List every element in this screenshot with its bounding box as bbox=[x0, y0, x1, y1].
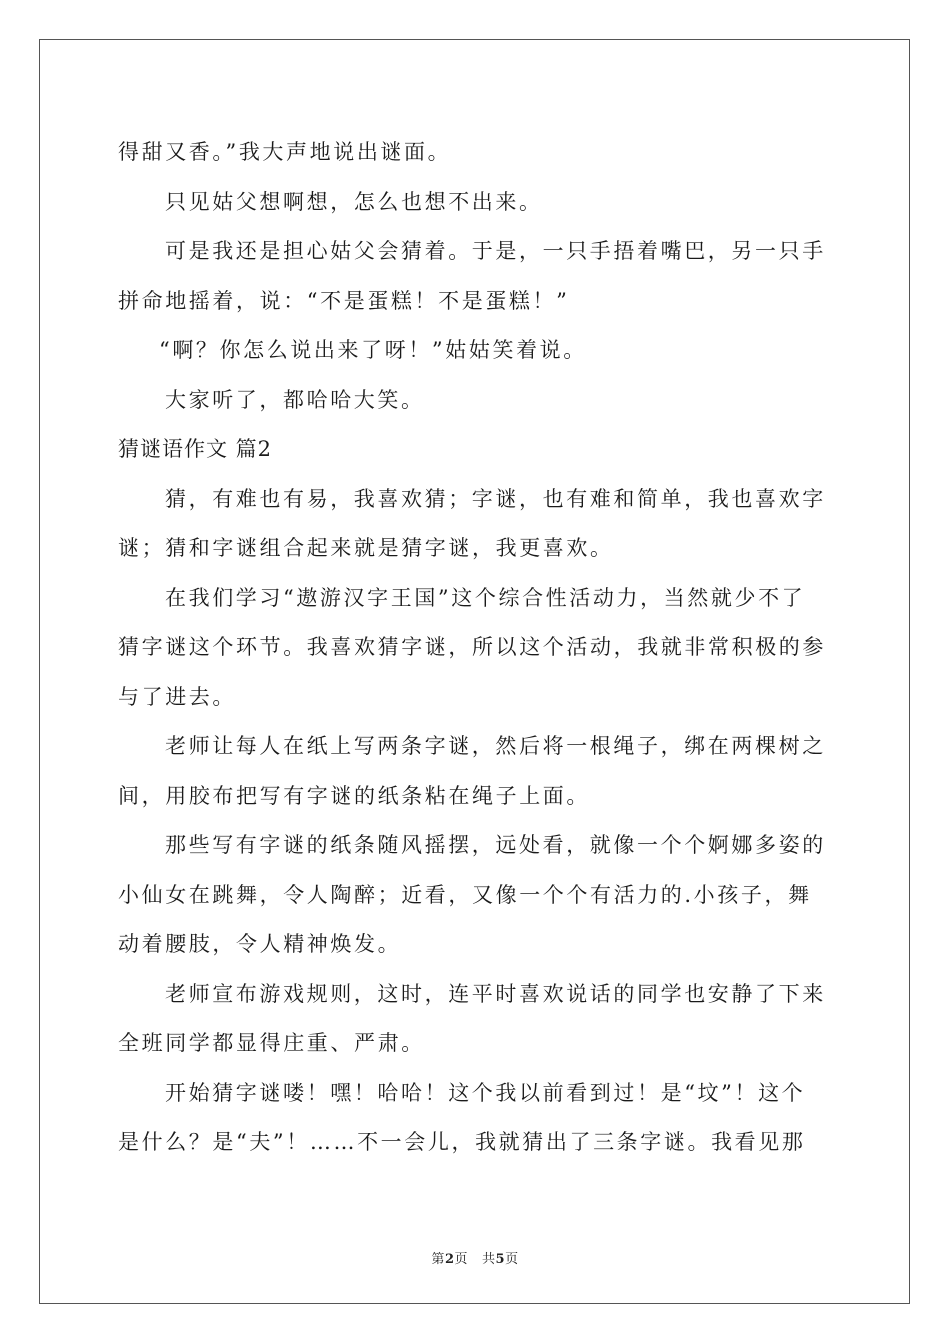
text-line-8: 猜，有难也有易，我喜欢猜；字谜，也有难和简单，我也喜欢字 bbox=[165, 486, 826, 511]
page-prefix: 第 bbox=[431, 1252, 445, 1267]
text-line-13: 老师让每人在纸上写两条字谜，然后将一根绳子，绑在两棵树之 bbox=[165, 734, 826, 758]
document-body bbox=[118, 128, 838, 1168]
text-line-20: 开始猜字谜喽！嘿！哈哈！这个我以前看到过！是“坟”！这个 bbox=[165, 1080, 806, 1105]
text-line-12: 与了进去。 bbox=[118, 684, 236, 709]
text-line-9: 谜；猜和字谜组合起来就是猜字谜，我更喜欢。 bbox=[118, 536, 614, 560]
text-line-17: 动着腰肢，令人精神焕发。 bbox=[118, 932, 402, 956]
page-number: 2 bbox=[444, 1252, 455, 1267]
total-suffix: 页 bbox=[505, 1252, 519, 1267]
total-prefix: 共 bbox=[482, 1252, 496, 1267]
page-footer bbox=[0, 1248, 950, 1267]
text-line-14: 间，用胶布把写有字谜的纸条粘在绳子上面。 bbox=[118, 783, 590, 808]
text-line-16: 小仙女在跳舞，令人陶醉；近看，又像一个个有活力的.小孩子，舞 bbox=[118, 882, 812, 907]
text-line-21: 是什么？是“夫”！……不一会儿，我就猜出了三条字谜。我看见那 bbox=[118, 1130, 806, 1154]
page-suffix: 页 bbox=[454, 1252, 468, 1267]
text-line-5: “啊？你怎么说出来了呀！”姑姑笑着说。 bbox=[159, 338, 587, 362]
text-line-15: 那些写有字谜的纸条随风摇摆，远处看，就像一个个婀娜多姿的 bbox=[165, 833, 826, 857]
text-line-2: 只见姑父想啊想，怎么也想不出来。 bbox=[165, 189, 543, 214]
section-heading: 猜谜语作文 篇2 bbox=[118, 437, 273, 461]
text-line-4: 拼命地摇着，说：“不是蛋糕！不是蛋糕！” bbox=[118, 288, 570, 313]
text-line-11: 猜字谜这个环节。我喜欢猜字谜，所以这个活动，我就非常积极的参 bbox=[118, 635, 826, 659]
text-line-18: 老师宣布游戏规则，这时，连平时喜欢说话的同学也安静了下来 bbox=[165, 981, 826, 1006]
text-line-1: 得甜又香。”我大声地说出谜面。 bbox=[118, 140, 452, 164]
text-line-6: 大家听了，都哈哈大笑。 bbox=[165, 387, 425, 412]
text-line-10: 在我们学习“遨游汉字王国”这个综合性活动力，当然就少不了 bbox=[165, 585, 806, 610]
text-line-3: 可是我还是担心姑父会猜着。于是，一只手捂着嘴巴，另一只手 bbox=[165, 239, 826, 263]
total-pages: 5 bbox=[495, 1252, 506, 1267]
text-line-19: 全班同学都显得庄重、严肃。 bbox=[118, 1031, 425, 1055]
